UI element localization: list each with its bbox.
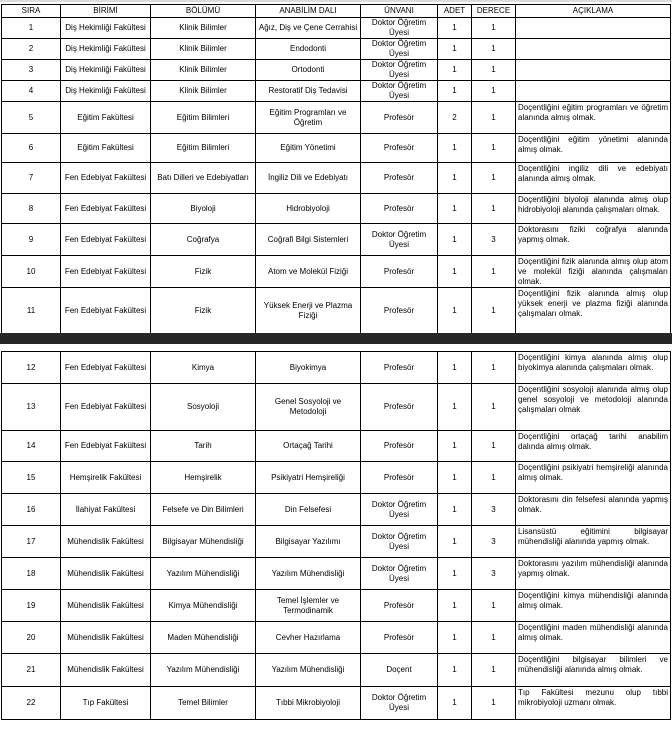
cell-sira: 10 <box>2 256 61 288</box>
cell-derece: 3 <box>472 558 516 590</box>
cell-birimi: Eğitim Fakültesi <box>61 102 151 134</box>
cell-adet: 1 <box>438 18 472 39</box>
cell-derece: 1 <box>472 654 516 687</box>
cell-sira: 16 <box>2 494 61 526</box>
table-row <box>2 39 671 60</box>
cell-sira: 4 <box>2 81 61 102</box>
cell-derece: 3 <box>472 224 516 256</box>
page-break-band <box>0 333 672 344</box>
cell-unvani: Doktor Öğretim Üyesi <box>361 18 438 39</box>
cell-anabilim: Ağız, Diş ve Çene Cerrahisi <box>256 18 361 39</box>
cell-bolumu: Yazılım Mühendisliği <box>151 654 256 687</box>
cell-bolumu: Temel Bilimler <box>151 687 256 720</box>
cell-unvani: Doktor Öğretim Üyesi <box>361 558 438 590</box>
cell-birimi: İlahiyat Fakültesi <box>61 494 151 526</box>
cell-bolumu: Klinik Bilimler <box>151 39 256 60</box>
cell-unvani: Doktor Öğretim Üyesi <box>361 687 438 720</box>
cell-anabilim: Endodonti <box>256 39 361 60</box>
cell-unvani: Profesör <box>361 590 438 622</box>
cell-adet: 1 <box>438 462 472 494</box>
cell-bolumu: Klinik Bilimler <box>151 18 256 39</box>
cell-sira: 18 <box>2 558 61 590</box>
cell-aciklama: Doçentliğini biyoloji alanında almış olup hidrobiyoloji alanında çalışmaları olmak. <box>516 194 671 224</box>
cell-derece: 1 <box>472 462 516 494</box>
cell-unvani: Profesör <box>361 462 438 494</box>
cell-bolumu: Eğitim Bilimleri <box>151 134 256 163</box>
table-row <box>2 288 671 335</box>
cell-bolumu: Biyoloji <box>151 194 256 224</box>
cell-adet: 1 <box>438 134 472 163</box>
cell-anabilim: Eğitim Programları ve Öğretim <box>256 102 361 134</box>
cell-sira: 9 <box>2 224 61 256</box>
cell-unvani: Profesör <box>361 163 438 194</box>
cell-anabilim: Coğrafi Bilgi Sistemleri <box>256 224 361 256</box>
cell-aciklama: Doçentliğini bilgisayar bilimleri ve mühendisliği alanında almış olmak. <box>516 654 671 687</box>
cell-bolumu: Eğitim Bilimleri <box>151 102 256 134</box>
cell-birimi: Fen Edebiyat Fakültesi <box>61 352 151 384</box>
cell-anabilim: Biyokimya <box>256 352 361 384</box>
cell-derece: 1 <box>472 590 516 622</box>
cell-sira: 8 <box>2 194 61 224</box>
cell-unvani: Doktor Öğretim Üyesi <box>361 39 438 60</box>
cell-anabilim: Tıbbi Mikrobiyoloji <box>256 687 361 720</box>
table-row <box>2 81 671 102</box>
header-sira: SIRA <box>2 5 61 18</box>
cell-bolumu: Fizik <box>151 256 256 288</box>
cell-bolumu: Coğrafya <box>151 224 256 256</box>
cell-sira: 6 <box>2 134 61 163</box>
cell-aciklama <box>516 18 671 39</box>
cell-adet: 1 <box>438 256 472 288</box>
cell-unvani: Profesör <box>361 134 438 163</box>
cell-anabilim: Ortodonti <box>256 60 361 81</box>
cell-adet: 1 <box>438 687 472 720</box>
cell-adet: 1 <box>438 224 472 256</box>
cell-birimi: Eğitim Fakültesi <box>61 134 151 163</box>
cell-derece: 1 <box>472 18 516 39</box>
table-row <box>2 163 671 194</box>
cell-aciklama: Doçentliğini kimya alanında almış olup biyokimya alanında çalışmaları olmak. <box>516 352 671 384</box>
cell-anabilim: Restoratif Diş Tedavisi <box>256 81 361 102</box>
cell-unvani: Profesör <box>361 622 438 654</box>
cell-unvani: Doktor Öğretim Üyesi <box>361 224 438 256</box>
cell-adet: 1 <box>438 194 472 224</box>
cell-sira: 2 <box>2 39 61 60</box>
cell-birimi: Mühendislik Fakültesi <box>61 654 151 687</box>
cell-sira: 1 <box>2 18 61 39</box>
cell-sira: 13 <box>2 384 61 431</box>
cell-unvani: Profesör <box>361 352 438 384</box>
cell-derece: 1 <box>472 622 516 654</box>
cell-bolumu: Kimya <box>151 352 256 384</box>
cell-aciklama: Doktorasını yazılım mühendisliği alanında yapmış olmak. <box>516 558 671 590</box>
cell-anabilim: Din Felsefesi <box>256 494 361 526</box>
page-top-edge <box>0 0 672 2</box>
cell-anabilim: Bilgisayar Yazılımı <box>256 526 361 558</box>
cell-birimi: Mühendislik Fakültesi <box>61 558 151 590</box>
cell-bolumu: Klinik Bilimler <box>151 81 256 102</box>
cell-aciklama: Doktorasını din felsefesi alanında yapmış olmak. <box>516 494 671 526</box>
cell-anabilim: Eğitim Yönetimi <box>256 134 361 163</box>
positions-table-bottom <box>1 351 671 720</box>
table-row <box>2 462 671 494</box>
cell-bolumu: Fizik <box>151 288 256 335</box>
cell-derece: 3 <box>472 526 516 558</box>
table-row <box>2 558 671 590</box>
cell-adet: 1 <box>438 288 472 335</box>
cell-adet: 1 <box>438 590 472 622</box>
cell-bolumu: Kimya Mühendisliği <box>151 590 256 622</box>
cell-sira: 12 <box>2 352 61 384</box>
cell-aciklama: Doçentliğini ingiliz dili ve edebiyatı alanında almış olmak. <box>516 163 671 194</box>
cell-adet: 1 <box>438 494 472 526</box>
table-row <box>2 18 671 39</box>
cell-birimi: Mühendislik Fakültesi <box>61 526 151 558</box>
cell-unvani: Doktor Öğretim Üyesi <box>361 494 438 526</box>
cell-adet: 1 <box>438 163 472 194</box>
cell-adet: 1 <box>438 526 472 558</box>
cell-anabilim: Yüksek Enerji ve Plazma Fiziği <box>256 288 361 335</box>
cell-unvani: Profesör <box>361 288 438 335</box>
table-row <box>2 352 671 384</box>
table-row <box>2 256 671 288</box>
cell-adet: 1 <box>438 352 472 384</box>
table-row <box>2 224 671 256</box>
cell-anabilim: Hidrobiyoloji <box>256 194 361 224</box>
cell-birimi: Fen Edebiyat Fakültesi <box>61 163 151 194</box>
cell-birimi: Mühendislik Fakültesi <box>61 622 151 654</box>
cell-sira: 19 <box>2 590 61 622</box>
cell-birimi: Tıp Fakültesi <box>61 687 151 720</box>
cell-birimi: Fen Edebiyat Fakültesi <box>61 384 151 431</box>
table-row <box>2 60 671 81</box>
cell-sira: 3 <box>2 60 61 81</box>
cell-derece: 1 <box>472 134 516 163</box>
cell-aciklama: Doçentliğini fizik alanında almış olup yüksek enerji ve plazma fiziği alanında çalışmaları olmak. <box>516 288 671 335</box>
header-anabilim: ANABİLİM DALI <box>256 5 361 18</box>
cell-adet: 1 <box>438 654 472 687</box>
cell-adet: 1 <box>438 622 472 654</box>
table-row <box>2 687 671 720</box>
cell-derece: 1 <box>472 256 516 288</box>
cell-derece: 1 <box>472 60 516 81</box>
cell-bolumu: Felsefe ve Din Bilimleri <box>151 494 256 526</box>
cell-anabilim: Yazılım Mühendisliği <box>256 558 361 590</box>
header-bolumu: BÖLÜMÜ <box>151 5 256 18</box>
cell-aciklama: Doçentliğini sosyoloji alanında almış olup genel sosyoloji ve metodoloji alanında çalışmaları olmak <box>516 384 671 431</box>
cell-anabilim: Yazılım Mühendisliği <box>256 654 361 687</box>
cell-birimi: Hemşirelik Fakültesi <box>61 462 151 494</box>
table-row <box>2 622 671 654</box>
cell-birimi: Mühendislik Fakültesi <box>61 590 151 622</box>
cell-anabilim: Atom ve Molekül Fiziği <box>256 256 361 288</box>
cell-derece: 1 <box>472 288 516 335</box>
cell-birimi: Diş Hekimliği Fakültesi <box>61 60 151 81</box>
cell-unvani: Doçent <box>361 654 438 687</box>
cell-derece: 1 <box>472 39 516 60</box>
cell-aciklama: Doçentliğini eğitim programları ve öğretim alanında almış olmak. <box>516 102 671 134</box>
cell-anabilim: Temel İşlemler ve Termodinamik <box>256 590 361 622</box>
cell-aciklama: Doçentliğini eğitim yönetimi alanında almış olmak. <box>516 134 671 163</box>
cell-unvani: Profesör <box>361 431 438 462</box>
header-adet: ADET <box>438 5 472 18</box>
cell-bolumu: Yazılım Mühendisliği <box>151 558 256 590</box>
cell-unvani: Profesör <box>361 256 438 288</box>
cell-sira: 21 <box>2 654 61 687</box>
cell-sira: 15 <box>2 462 61 494</box>
cell-sira: 14 <box>2 431 61 462</box>
cell-adet: 1 <box>438 384 472 431</box>
cell-bolumu: Maden Mühendisliği <box>151 622 256 654</box>
cell-aciklama: Lisansüstü eğitimini bilgisayar mühendisliği alanında yapmış olmak. <box>516 526 671 558</box>
header-derece: DERECE <box>472 5 516 18</box>
cell-bolumu: Bilgisayar Mühendisliği <box>151 526 256 558</box>
table-row <box>2 654 671 687</box>
cell-sira: 5 <box>2 102 61 134</box>
table-row <box>2 494 671 526</box>
table-row <box>2 526 671 558</box>
cell-anabilim: Genel Sosyoloji ve Metodoloji <box>256 384 361 431</box>
table-row <box>2 384 671 431</box>
cell-aciklama <box>516 81 671 102</box>
cell-bolumu: Tarih <box>151 431 256 462</box>
cell-derece: 1 <box>472 163 516 194</box>
table-row <box>2 590 671 622</box>
cell-sira: 11 <box>2 288 61 335</box>
cell-anabilim: Psikiyatri Hemşireliği <box>256 462 361 494</box>
cell-derece: 1 <box>472 431 516 462</box>
cell-unvani: Doktor Öğretim Üyesi <box>361 526 438 558</box>
cell-anabilim: İngiliz Dili ve Edebiyatı <box>256 163 361 194</box>
cell-derece: 1 <box>472 194 516 224</box>
cell-aciklama: Tıp Fakültesi mezunu olup tıbbi mikrobiyoloji uzmanı olmak. <box>516 687 671 720</box>
cell-derece: 3 <box>472 494 516 526</box>
table-header-row <box>2 5 671 18</box>
cell-anabilim: Ortaçağ Tarihi <box>256 431 361 462</box>
cell-sira: 7 <box>2 163 61 194</box>
cell-aciklama: Doçentliğini kimya mühendisliği alanında almış olmak. <box>516 590 671 622</box>
cell-aciklama <box>516 60 671 81</box>
header-birimi: BİRİMİ <box>61 5 151 18</box>
cell-birimi: Diş Hekimliği Fakültesi <box>61 39 151 60</box>
cell-birimi: Fen Edebiyat Fakültesi <box>61 256 151 288</box>
table-row <box>2 102 671 134</box>
cell-unvani: Doktor Öğretim Üyesi <box>361 81 438 102</box>
cell-adet: 1 <box>438 60 472 81</box>
cell-unvani: Profesör <box>361 102 438 134</box>
cell-birimi: Diş Hekimliği Fakültesi <box>61 81 151 102</box>
cell-bolumu: Batı Dilleri ve Edebiyatları <box>151 163 256 194</box>
cell-bolumu: Hemşirelik <box>151 462 256 494</box>
cell-sira: 22 <box>2 687 61 720</box>
cell-unvani: Profesör <box>361 194 438 224</box>
cell-derece: 1 <box>472 352 516 384</box>
cell-adet: 1 <box>438 39 472 60</box>
cell-derece: 1 <box>472 687 516 720</box>
header-aciklama: AÇIKLAMA <box>516 5 671 18</box>
cell-adet: 1 <box>438 558 472 590</box>
cell-derece: 1 <box>472 81 516 102</box>
cell-aciklama: Doktorasını fiziki coğrafya alanında yapmış olmak. <box>516 224 671 256</box>
table-row <box>2 134 671 163</box>
cell-aciklama: Doçentliğini psikiyatri hemşireliği alanında almış olmak. <box>516 462 671 494</box>
cell-birimi: Fen Edebiyat Fakültesi <box>61 224 151 256</box>
positions-table-top <box>1 4 671 335</box>
cell-derece: 1 <box>472 102 516 134</box>
cell-derece: 1 <box>472 384 516 431</box>
table-row <box>2 431 671 462</box>
cell-adet: 2 <box>438 102 472 134</box>
cell-anabilim: Cevher Hazırlama <box>256 622 361 654</box>
table-row <box>2 194 671 224</box>
cell-aciklama: Doçentliğini ortaçağ tarihi anabilim dalında almış olmak. <box>516 431 671 462</box>
header-unvani: ÜNVANI <box>361 5 438 18</box>
cell-birimi: Fen Edebiyat Fakültesi <box>61 288 151 335</box>
cell-aciklama: Doçentliğini maden mühendisliği alanında almış olmak. <box>516 622 671 654</box>
cell-birimi: Diş Hekimliği Fakültesi <box>61 18 151 39</box>
cell-sira: 20 <box>2 622 61 654</box>
cell-sira: 17 <box>2 526 61 558</box>
cell-unvani: Doktor Öğretim Üyesi <box>361 60 438 81</box>
cell-adet: 1 <box>438 431 472 462</box>
cell-unvani: Profesör <box>361 384 438 431</box>
cell-bolumu: Sosyoloji <box>151 384 256 431</box>
cell-bolumu: Klinik Bilimler <box>151 60 256 81</box>
cell-birimi: Fen Edebiyat Fakültesi <box>61 431 151 462</box>
cell-aciklama <box>516 39 671 60</box>
cell-birimi: Fen Edebiyat Fakültesi <box>61 194 151 224</box>
cell-aciklama: Doçentliğini fizik alanında almış olup atom ve molekül fiziği alanında çalışmaları olmak. <box>516 256 671 288</box>
cell-adet: 1 <box>438 81 472 102</box>
